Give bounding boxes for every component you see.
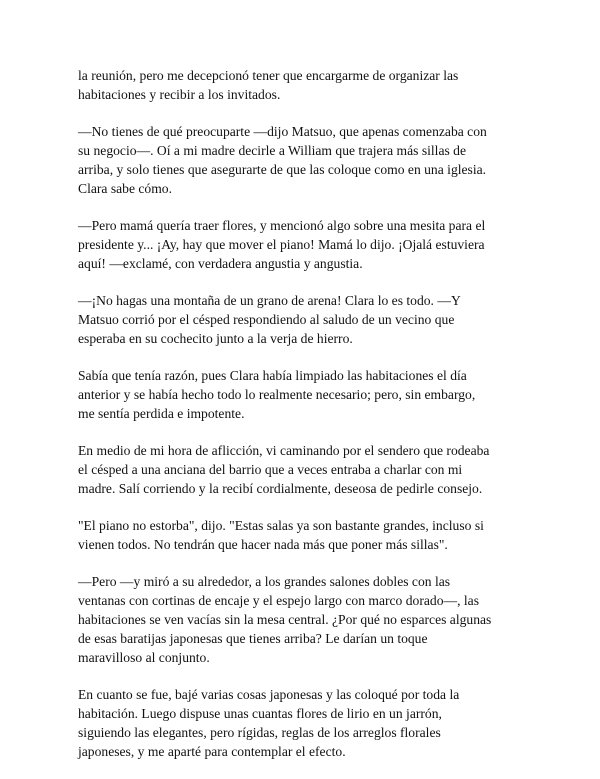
paragraph xyxy=(78,441,528,498)
text-line: vienen todos. No tendrán que hacer nada más que poner más sillas". xyxy=(78,537,448,552)
text-line: habitación. Luego dispuse unas cuantas flores de lirio en un jarrón, xyxy=(78,706,442,721)
text-line: la reunión, pero me decepcionó tener que encargarme de organizar las xyxy=(78,68,459,83)
text-line: Clara sabe cómo. xyxy=(78,181,172,196)
text-line: —Pero —y miró a su alrededor, a los grandes salones dobles con las xyxy=(78,574,451,589)
text-line: —¡No hagas una montaña de un grano de arena! Clara lo es todo. —Y xyxy=(78,293,461,308)
paragraph xyxy=(78,685,528,761)
text-line: el césped a una anciana del barrio que a veces entraba a charlar con mi xyxy=(78,462,463,477)
text-line: japoneses, y me aparté para contemplar el efecto. xyxy=(78,744,346,759)
document-page xyxy=(78,66,528,779)
text-line: "El piano no estorba", dijo. "Estas salas ya son bastante grandes, incluso si xyxy=(78,518,484,533)
text-line: En medio de mi hora de aflicción, vi caminando por el sendero que rodeaba xyxy=(78,443,490,458)
paragraph xyxy=(78,122,528,198)
text-line: habitaciones se ven vacías sin la mesa central. ¿Por qué no esparces algunas xyxy=(78,612,492,627)
paragraph xyxy=(78,366,528,423)
text-line: Matsuo corrió por el césped respondiendo al saludo de un vecino que xyxy=(78,312,455,327)
text-line: habitaciones y recibir a los invitados. xyxy=(78,87,281,102)
text-line: arriba, y solo tienes que asegurarte de que las coloque como en una iglesia. xyxy=(78,162,487,177)
text-line: esperaba en su cochecito junto a la verja de hierro. xyxy=(78,331,353,346)
text-line: —No tienes de qué preocuparte —dijo Matsuo, que apenas comenzaba con xyxy=(78,124,487,139)
text-line: ventanas con cortinas de encaje y el espejo largo con marco dorado—, las xyxy=(78,593,479,608)
paragraph xyxy=(78,516,528,554)
text-line: siguiendo las elegantes, pero rígidas, reglas de los arreglos florales xyxy=(78,725,441,740)
text-line: de esas baratijas japonesas que tienes arriba? Le darían un toque xyxy=(78,631,428,646)
text-line: En cuanto se fue, bajé varias cosas japonesas y las coloqué por toda la xyxy=(78,687,460,702)
text-line: —Pero mamá quería traer flores, y mencionó algo sobre una mesita para el xyxy=(78,218,486,233)
text-line: madre. Salí corriendo y la recibí cordialmente, deseosa de pedirle consejo. xyxy=(78,481,483,496)
paragraph xyxy=(78,572,528,667)
text-line: su negocio—. Oí a mi madre decirle a William que trajera más sillas de xyxy=(78,143,467,158)
text-line: aquí! —exclamé, con verdadera angustia y angustia. xyxy=(78,256,363,271)
text-line: Sabía que tenía razón, pues Clara había limpiado las habitaciones el día xyxy=(78,368,467,383)
text-line: anterior y se había hecho todo lo realmente necesario; pero, sin embargo, xyxy=(78,387,476,402)
paragraph xyxy=(78,66,528,104)
paragraph xyxy=(78,216,528,273)
text-line: me sentía perdida e impotente. xyxy=(78,406,245,421)
paragraph xyxy=(78,291,528,348)
text-line: presidente y... ¡Ay, hay que mover el piano! Mamá lo dijo. ¡Ojalá estuviera xyxy=(78,237,485,252)
text-line: maravilloso al conjunto. xyxy=(78,650,210,665)
